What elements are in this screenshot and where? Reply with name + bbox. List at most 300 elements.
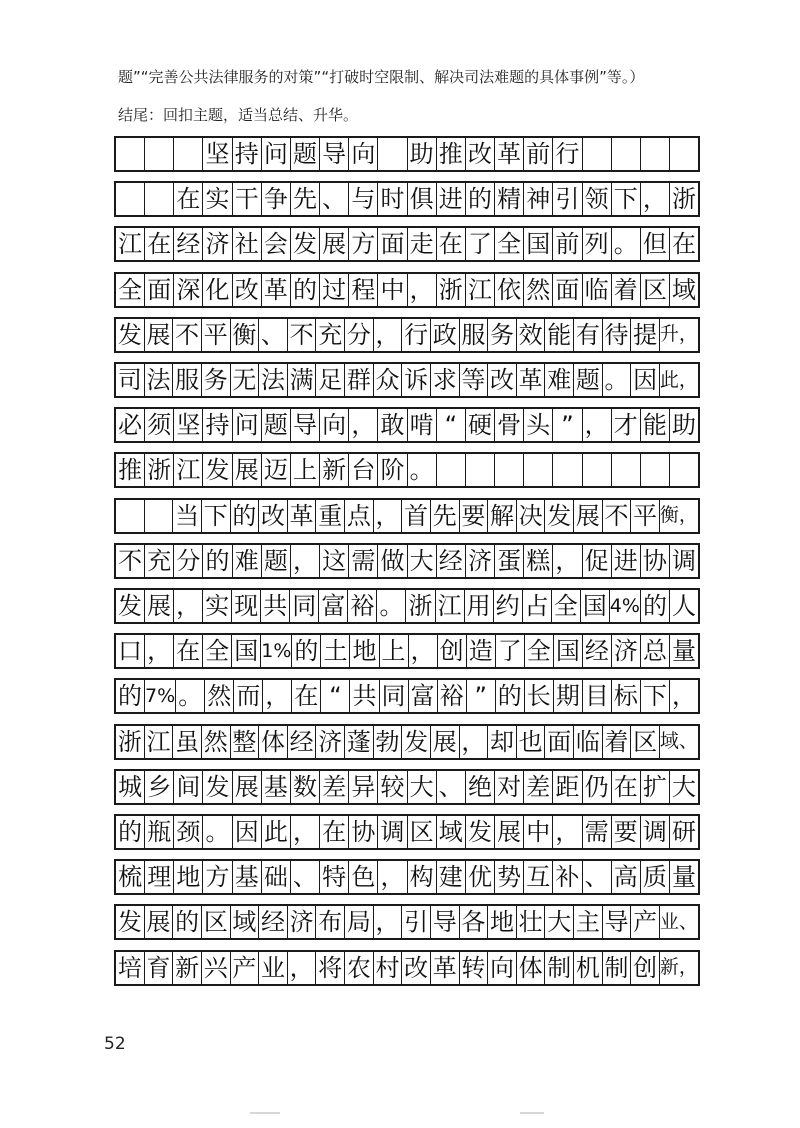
grid-cell: 。	[377, 590, 406, 622]
grid-cell: 域	[437, 816, 466, 848]
grid-cell: 发	[402, 726, 431, 758]
grid-cell: 下	[202, 500, 231, 532]
grid-cell: 国	[554, 635, 583, 667]
essay-row	[114, 724, 700, 760]
grid-cell: 经	[437, 545, 466, 577]
grid-cell	[612, 138, 641, 170]
grid-cell: 目	[583, 680, 612, 712]
grid-cell	[553, 454, 582, 486]
grid-cell: 先	[431, 500, 460, 532]
grid-cell: 难	[233, 545, 262, 577]
grid-cell: 的	[173, 906, 202, 938]
grid-cell: 经	[259, 906, 288, 938]
grid-cell: ，	[291, 816, 320, 848]
grid-cell: 面	[553, 274, 582, 306]
grid-cell: 、	[583, 861, 612, 893]
essay-row	[114, 678, 700, 714]
grid-cell: 将	[316, 952, 345, 984]
grid-cell: 然	[205, 680, 234, 712]
grid-cell: 势	[495, 861, 524, 893]
grid-cell: 、	[437, 771, 466, 803]
grid-cell: ，	[174, 590, 203, 622]
grid-cell: 础	[262, 861, 291, 893]
grid-cell: 而	[234, 680, 263, 712]
grid-cell: 推	[116, 454, 145, 486]
grid-cell: 壮	[517, 906, 546, 938]
grid-cell: 业、	[659, 910, 698, 933]
grid-cell: 域	[231, 906, 260, 938]
grid-cell: 干	[233, 183, 262, 215]
grid-cell: ，	[641, 183, 670, 215]
grid-cell: 济	[316, 726, 345, 758]
grid-cell: 司	[116, 364, 145, 396]
grid-cell: 基	[233, 861, 262, 893]
grid-cell: 充	[316, 319, 345, 351]
grid-cell: 革	[517, 364, 546, 396]
grid-cell: 程	[349, 274, 378, 306]
grid-cell: 平	[202, 319, 231, 351]
grid-cell: 新，	[659, 956, 698, 979]
grid-cell: 改	[259, 500, 288, 532]
grid-cell: 研	[672, 818, 697, 846]
grid-cell: 的	[291, 274, 320, 306]
grid-cell: 主	[574, 906, 603, 938]
grid-cell	[437, 454, 466, 486]
grid-cell: 推	[437, 138, 466, 170]
grid-cell: 满	[288, 364, 317, 396]
grid-cell: 发	[116, 319, 145, 351]
grid-cell: 互	[524, 861, 553, 893]
grid-cell: 江	[466, 274, 495, 306]
grid-cell: 衡，	[659, 504, 698, 527]
grid-cell: 着	[603, 726, 632, 758]
scan-smudge	[250, 1112, 280, 1114]
essay-row	[114, 859, 700, 895]
grid-cell: 乡	[145, 771, 174, 803]
grid-cell: 展	[145, 590, 174, 622]
grid-cell: 特	[320, 861, 349, 893]
grid-cell: 等	[460, 364, 489, 396]
grid-cell: 改	[402, 952, 431, 984]
grid-cell: 新	[173, 952, 202, 984]
grid-cell: 头	[524, 409, 553, 441]
essay-row	[114, 407, 700, 443]
grid-cell: 土	[321, 635, 350, 667]
grid-cell: 富	[319, 590, 348, 622]
grid-cell: 江	[174, 454, 203, 486]
grid-cell: 社	[233, 228, 262, 260]
grid-cell: 同	[290, 590, 319, 622]
essay-row	[114, 950, 700, 986]
grid-cell: 梳	[116, 861, 145, 893]
grid-cell: 改	[233, 274, 262, 306]
grid-cell: ，	[460, 726, 489, 758]
grid-cell: 的	[641, 590, 670, 622]
grid-cell: 国	[581, 590, 610, 622]
grid-cell: 调	[378, 816, 407, 848]
grid-cell: 约	[494, 590, 523, 622]
grid-cell: 展	[233, 454, 262, 486]
grid-cell: 大	[408, 545, 437, 577]
grid-cell: ”	[467, 680, 496, 712]
grid-cell: 促	[583, 545, 612, 577]
grid-cell: 导	[320, 138, 349, 170]
grid-cell: 区	[641, 274, 670, 306]
grid-cell: 做	[378, 545, 407, 577]
grid-cell: 发	[116, 906, 145, 938]
grid-cell: 前	[553, 228, 582, 260]
grid-cell: 发	[545, 500, 574, 532]
grid-cell: 不	[288, 319, 317, 351]
grid-cell: 迈	[262, 454, 291, 486]
grid-cell: 产	[631, 906, 660, 938]
grid-cell	[495, 454, 524, 486]
grid-cell: 助	[408, 138, 437, 170]
grid-cell: 列	[583, 228, 612, 260]
grid-cell	[583, 454, 612, 486]
grid-cell: 国	[232, 635, 261, 667]
grid-cell: ，	[145, 635, 174, 667]
grid-cell: 题	[262, 409, 291, 441]
grid-cell: 不	[603, 500, 632, 532]
grid-cell: 标	[612, 680, 641, 712]
grid-cell: ，	[263, 680, 292, 712]
grid-cell: 面	[545, 726, 574, 758]
grid-cell: 衡	[231, 319, 260, 351]
grid-cell: 对	[495, 771, 524, 803]
essay-row	[114, 226, 700, 262]
grid-cell: 城	[116, 771, 145, 803]
grid-cell: 7%	[145, 680, 176, 712]
grid-cell: 中	[378, 274, 407, 306]
grid-cell: 决	[517, 500, 546, 532]
grid-cell: 共	[261, 590, 290, 622]
grid-cell: 、	[320, 183, 349, 215]
grid-cell: 布	[316, 906, 345, 938]
grid-cell: 体	[517, 952, 546, 984]
grid-cell: 在	[437, 228, 466, 260]
grid-cell: 大	[545, 906, 574, 938]
grid-cell: ，	[374, 906, 403, 938]
grid-cell: ，	[349, 409, 378, 441]
grid-cell: 引	[402, 906, 431, 938]
grid-cell: ，	[409, 635, 438, 667]
grid-cell: 业	[259, 952, 288, 984]
grid-cell: 、	[291, 861, 320, 893]
grid-cell: 改	[488, 364, 517, 396]
grid-cell: 上	[291, 454, 320, 486]
grid-cell: 。	[612, 228, 641, 260]
essay-row	[114, 814, 700, 850]
essay-row	[114, 588, 700, 624]
grid-cell: 富	[409, 680, 438, 712]
grid-cell: 的	[292, 635, 321, 667]
grid-cell: 在	[174, 183, 203, 215]
grid-cell: 也	[517, 726, 546, 758]
grid-cell: 扩	[641, 771, 670, 803]
grid-cell: 法	[259, 364, 288, 396]
grid-cell: 在	[145, 228, 174, 260]
grid-cell: 用	[465, 590, 494, 622]
essay-row	[114, 181, 700, 217]
grid-cell: 建	[437, 861, 466, 893]
grid-cell: 化	[203, 274, 232, 306]
grid-cell: 依	[495, 274, 524, 306]
grid-cell: 待	[603, 319, 632, 351]
grid-cell	[583, 138, 612, 170]
grid-cell: 求	[431, 364, 460, 396]
grid-cell: 革	[431, 952, 460, 984]
grid-cell: 制	[545, 952, 574, 984]
grid-cell: 解	[488, 500, 517, 532]
grid-cell: 的	[116, 680, 145, 712]
grid-cell: 下	[641, 680, 670, 712]
essay-row	[114, 633, 700, 669]
grid-cell: 会	[262, 228, 291, 260]
grid-cell: 此	[262, 816, 291, 848]
grid-cell: 因	[233, 816, 262, 848]
grid-cell: 、	[259, 319, 288, 351]
grid-cell: ，	[374, 500, 403, 532]
grid-cell: 升，	[659, 323, 698, 346]
grid-cell: 点	[345, 500, 374, 532]
grid-cell: 绝	[466, 771, 495, 803]
grid-cell: 全	[203, 635, 232, 667]
essay-row	[114, 452, 700, 488]
grid-cell: 俱	[408, 183, 437, 215]
grid-cell: 展	[574, 500, 603, 532]
grid-cell	[116, 500, 145, 532]
grid-cell: ”	[553, 409, 582, 441]
grid-cell: 平	[631, 500, 660, 532]
grid-cell: 济	[288, 906, 317, 938]
grid-cell: 的	[231, 500, 260, 532]
essay-row	[114, 317, 700, 353]
grid-cell: 的	[203, 545, 232, 577]
grid-cell: 高	[612, 861, 641, 893]
grid-cell: 阶	[378, 454, 407, 486]
grid-cell: 足	[316, 364, 345, 396]
grid-cell	[524, 454, 553, 486]
grid-cell: 新	[320, 454, 349, 486]
grid-cell: 革	[262, 274, 291, 306]
grid-cell: 但	[641, 228, 670, 260]
grid-cell: 啃	[408, 409, 437, 441]
essay-row	[114, 272, 700, 308]
grid-cell: 展	[320, 228, 349, 260]
grid-cell: 临	[583, 274, 612, 306]
grid-cell: 创	[631, 952, 660, 984]
grid-cell	[145, 500, 174, 532]
grid-cell: 兴	[202, 952, 231, 984]
grid-cell: 协	[349, 816, 378, 848]
grid-cell: 口	[116, 635, 145, 667]
grid-cell: 间	[174, 771, 203, 803]
grid-cell: 助	[672, 411, 697, 440]
grid-cell: 在	[672, 230, 697, 259]
grid-cell: 浙	[437, 274, 466, 306]
grid-cell: 坚	[174, 409, 203, 441]
grid-cell: 政	[431, 319, 460, 351]
grid-cell: 此，	[659, 368, 698, 391]
grid-cell: 色	[349, 861, 378, 893]
grid-cell: 现	[232, 590, 261, 622]
grid-cell: 前	[524, 138, 553, 170]
grid-cell: 领	[583, 183, 612, 215]
grid-cell: 须	[145, 409, 174, 441]
grid-cell: 展	[431, 726, 460, 758]
grid-cell: 方	[203, 861, 232, 893]
grid-cell: 全	[116, 274, 145, 306]
grid-cell: 颈	[174, 816, 203, 848]
grid-cell: 域	[672, 275, 697, 304]
grid-cell: 4%	[610, 590, 641, 622]
grid-cell: 全	[552, 590, 581, 622]
grid-cell: 大	[672, 772, 697, 801]
grid-cell: 。	[203, 816, 232, 848]
grid-cell	[641, 138, 670, 170]
grid-cell: 造	[467, 635, 496, 667]
grid-cell: 必	[116, 409, 145, 441]
essay-row	[114, 136, 700, 172]
grid-cell: 了	[496, 635, 525, 667]
grid-cell: 能	[545, 319, 574, 351]
grid-cell: 全	[495, 228, 524, 260]
grid-cell: 需	[583, 816, 612, 848]
grid-cell: 问	[262, 138, 291, 170]
grid-cell: 然	[202, 726, 231, 758]
grid-cell: 务	[488, 319, 517, 351]
intro-line-2: 结尾：回扣主题，适当总结、升华。	[118, 106, 359, 124]
grid-cell: 分	[174, 545, 203, 577]
grid-cell: 进	[612, 545, 641, 577]
grid-cell: 题	[574, 364, 603, 396]
grid-cell: 题	[291, 138, 320, 170]
grid-cell: 提	[631, 319, 660, 351]
grid-cell: 济	[612, 635, 641, 667]
grid-cell: 向	[488, 952, 517, 984]
grid-cell: 争	[262, 183, 291, 215]
grid-cell: 量	[672, 863, 697, 892]
grid-cell: 然	[524, 274, 553, 306]
grid-cell: 裕	[348, 590, 377, 622]
grid-cell: 引	[553, 183, 582, 215]
grid-cell: 补	[553, 861, 582, 893]
grid-cell: 向	[349, 138, 378, 170]
grid-cell: 质	[641, 861, 670, 893]
grid-cell: 经	[583, 635, 612, 667]
grid-cell: 展	[495, 816, 524, 848]
grid-cell: 的	[466, 183, 495, 215]
grid-cell: 济	[203, 228, 232, 260]
grid-cell: 仍	[583, 771, 612, 803]
grid-cell: ，	[288, 952, 317, 984]
grid-cell: 。	[176, 680, 205, 712]
grid-cell: 在	[174, 635, 203, 667]
grid-cell	[378, 138, 407, 170]
grid-cell: 革	[495, 138, 524, 170]
grid-cell: 占	[523, 590, 552, 622]
grid-cell: ，	[672, 682, 697, 711]
grid-cell: 诉	[402, 364, 431, 396]
grid-cell	[670, 138, 698, 170]
grid-cell: 题	[262, 545, 291, 577]
grid-cell: 面	[378, 228, 407, 260]
grid-cell: 创	[438, 635, 467, 667]
grid-cell: 硬	[466, 409, 495, 441]
grid-cell: 浙	[672, 185, 697, 214]
grid-cell: 法	[145, 364, 174, 396]
grid-cell: 上	[380, 635, 409, 667]
grid-cell: 构	[408, 861, 437, 893]
essay-row	[114, 904, 700, 940]
grid-cell: 江	[145, 726, 174, 758]
grid-cell: 务	[202, 364, 231, 396]
grid-cell: 人	[672, 592, 697, 620]
grid-cell: 发	[203, 454, 232, 486]
grid-cell: 蓬	[345, 726, 374, 758]
grid-cell: 总	[641, 635, 670, 667]
grid-cell: 域、	[659, 730, 698, 753]
grid-cell: 先	[291, 183, 320, 215]
grid-cell	[612, 454, 641, 486]
grid-cell: 着	[612, 274, 641, 306]
grid-cell	[670, 454, 698, 486]
grid-cell: 导	[603, 906, 632, 938]
grid-cell: 局	[345, 906, 374, 938]
grid-cell: 问	[233, 409, 262, 441]
grid-cell: 的	[496, 680, 525, 712]
grid-cell: 骨	[495, 409, 524, 441]
grid-cell	[466, 454, 495, 486]
intro-line-1: 题”“完善公共法律服务的对策”“打破时空限制、解决司法难题的具体事例”等。）	[118, 68, 645, 86]
grid-cell: 在	[612, 771, 641, 803]
grid-cell: 机	[574, 952, 603, 984]
grid-cell: 农	[345, 952, 374, 984]
grid-cell: 江	[116, 228, 145, 260]
grid-cell: 村	[374, 952, 403, 984]
grid-cell: 经	[174, 228, 203, 260]
grid-cell: 地	[174, 861, 203, 893]
grid-cell: 众	[374, 364, 403, 396]
grid-cell: ，	[291, 545, 320, 577]
grid-cell: 有	[574, 319, 603, 351]
grid-cell: 在	[320, 816, 349, 848]
grid-cell: 差	[320, 771, 349, 803]
grid-cell: 实	[203, 590, 232, 622]
grid-cell: 实	[203, 183, 232, 215]
grid-cell: 瓶	[145, 816, 174, 848]
grid-cell: 发	[466, 816, 495, 848]
grid-cell: 服	[460, 319, 489, 351]
grid-cell	[116, 138, 145, 170]
grid-cell: 济	[466, 545, 495, 577]
grid-cell: 浙	[406, 590, 435, 622]
grid-cell: 却	[488, 726, 517, 758]
grid-cell: ，	[583, 409, 612, 441]
grid-cell: 调	[672, 546, 697, 575]
grid-cell: 国	[524, 228, 553, 260]
grid-cell: 理	[145, 861, 174, 893]
grid-cell: 转	[460, 952, 489, 984]
grid-cell: 数	[291, 771, 320, 803]
grid-cell: 调	[641, 816, 670, 848]
scan-smudge	[520, 1112, 544, 1114]
grid-cell: 制	[603, 952, 632, 984]
grid-cell: 面	[145, 274, 174, 306]
grid-cell: 育	[145, 952, 174, 984]
essay-row	[114, 543, 700, 579]
